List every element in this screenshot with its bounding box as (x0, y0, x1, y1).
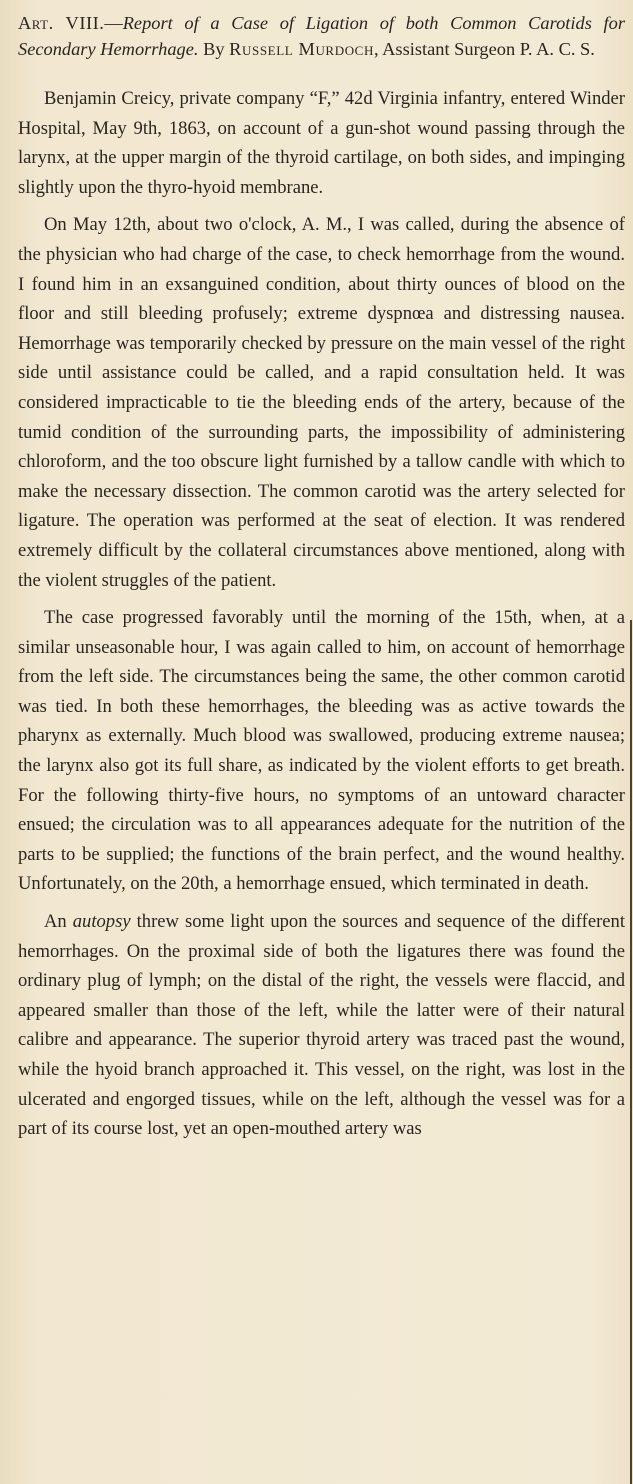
paragraph-1: Benjamin Creicy, private company “F,” 42d Virginia infantry, entered Winder Hospital, May 9th, 1863, on account of a gun-shot wound passing through the larynx, at the upper margin of the thyroid cartilage, on both sides, and impinging slightly upon the thyro-hyoid membrane. (18, 88, 625, 198)
report-title: Report of a Case of Ligation of both Common Carotids for Secondary Hemorrhage. (18, 13, 625, 59)
paragraph-3: The case progressed favorably until the morning of the 15th, when, at a similar unseasonable hour, I was again called to him, on account of hemorrhage from the left side. The circumstances being the same, the other common carotid was tied. In both these hemorrhages, the bleeding was as active towards the pharynx as externally. Much blood was swallowed, producing extreme nausea; the larynx also got its full share, as indicated by the violent efforts to get breath. For the following thirty-five hours, no symptoms of an untoward character ensued; the circulation was to all appearances adequate for the nutrition of the parts to be supplied; the functions of the brain perfect, and the wound healthy. Unfortunately, on the 20th, a hemorrhage ensued, which terminated in death. (18, 607, 625, 895)
article-body (18, 84, 625, 1144)
paragraph-2: On May 12th, about two o'clock, A. M., I was called, during the absence of the physician who had charge of the case, to check hemorrhage from the wound. I found him in an exsanguined condition, about thirty ounces of blood on the floor and still bleeding profusely; extreme dyspnœa and distressing nausea. Hemorrhage was temporarily checked by pressure on the main vessel of the right side until assistance could be called, and a rapid consultation held. It was considered impracticable to tie the bleeding ends of the artery, because of the tumid condition of the surrounding parts, the impossibility of administering chloroform, and the too obscure light furnished by a tallow candle with which to make the necessary dissection. The common carotid was the artery selected for ligature. The operation was performed at the seat of election. It was rendered extremely difficult by the collateral circumstances above mentioned, along with the violent struggles of the patient. (18, 214, 625, 591)
page-edge-rule (630, 620, 632, 1484)
paragraph-4-lead: An (44, 911, 73, 933)
article-heading (18, 10, 625, 62)
autopsy-emphasis: autopsy (72, 911, 131, 933)
author-title: , Assistant Surgeon P. A. C. S. (373, 39, 595, 59)
heading-dash: — (104, 13, 123, 33)
author-name: Russell Murdoch (229, 39, 374, 59)
byline-by: By (203, 39, 225, 59)
article-number: Art. VIII. (18, 13, 105, 33)
paragraph-4 (18, 907, 625, 1144)
paragraph-4-text: threw some light upon the sources and sequence of the different hemorrhages. On the proximal side of both the ligatures there was found the ordinary plug of lymph; on the distal of the right, the vessels were flaccid, and appeared smaller than those of the left, while the latter were of their natural calibre and appearance. The superior thyroid artery was traced past the wound, while the hyoid branch approached it. This vessel, on the right, was lost in the ulcerated and engorged tissues, while on the left, although the vessel was for a part of its course lost, yet an open-mouthed artery was (18, 911, 625, 1140)
